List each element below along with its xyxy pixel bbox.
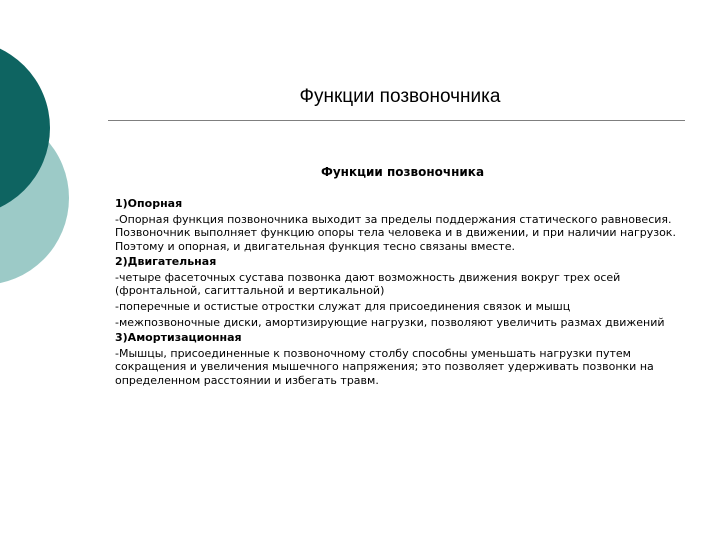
- shock-paragraph: -Мышцы, присоединенные к позвоночному столбу способны уменьшать нагрузки путем сокращения и увеличения мышечного напряжения; это позволяет удерживать позвонки на определенном расстоянии и избегать травм.: [115, 347, 654, 387]
- decorative-circles: [0, 0, 120, 300]
- content-title: Функции позвоночника: [320, 165, 485, 179]
- section-heading-shock: 3)Амортизационная: [115, 331, 242, 345]
- support-paragraph: -Опорная функция позвоночника выходит за пределы поддержания статического равновесия. Позвоночник выполняет функцию опоры тела человека и в движении, и при наличии нагрузок. Поэтому и опорная, и двигательная функция тесно связаны вместе.: [115, 212, 676, 253]
- motor-item-discs: -межпозвоночные диски, амортизирующие нагрузки, позволяют увеличить размах движений: [115, 315, 665, 329]
- content-block: [115, 166, 680, 389]
- section-heading-motor: 2)Двигательная: [115, 255, 217, 269]
- section-heading-support: 1)Опорная: [115, 197, 183, 211]
- motor-item-processes: -поперечные и остистые отростки служат для присоединения связок и мышц: [115, 299, 571, 313]
- motor-item-joints: -четыре фасеточных сустава позвонка дают возможность движения вокруг трех осей (фронтальной, сагиттальной и вертикальной): [115, 270, 621, 298]
- title-divider: [108, 120, 685, 121]
- slide-title: Функции позвоночника: [299, 86, 501, 107]
